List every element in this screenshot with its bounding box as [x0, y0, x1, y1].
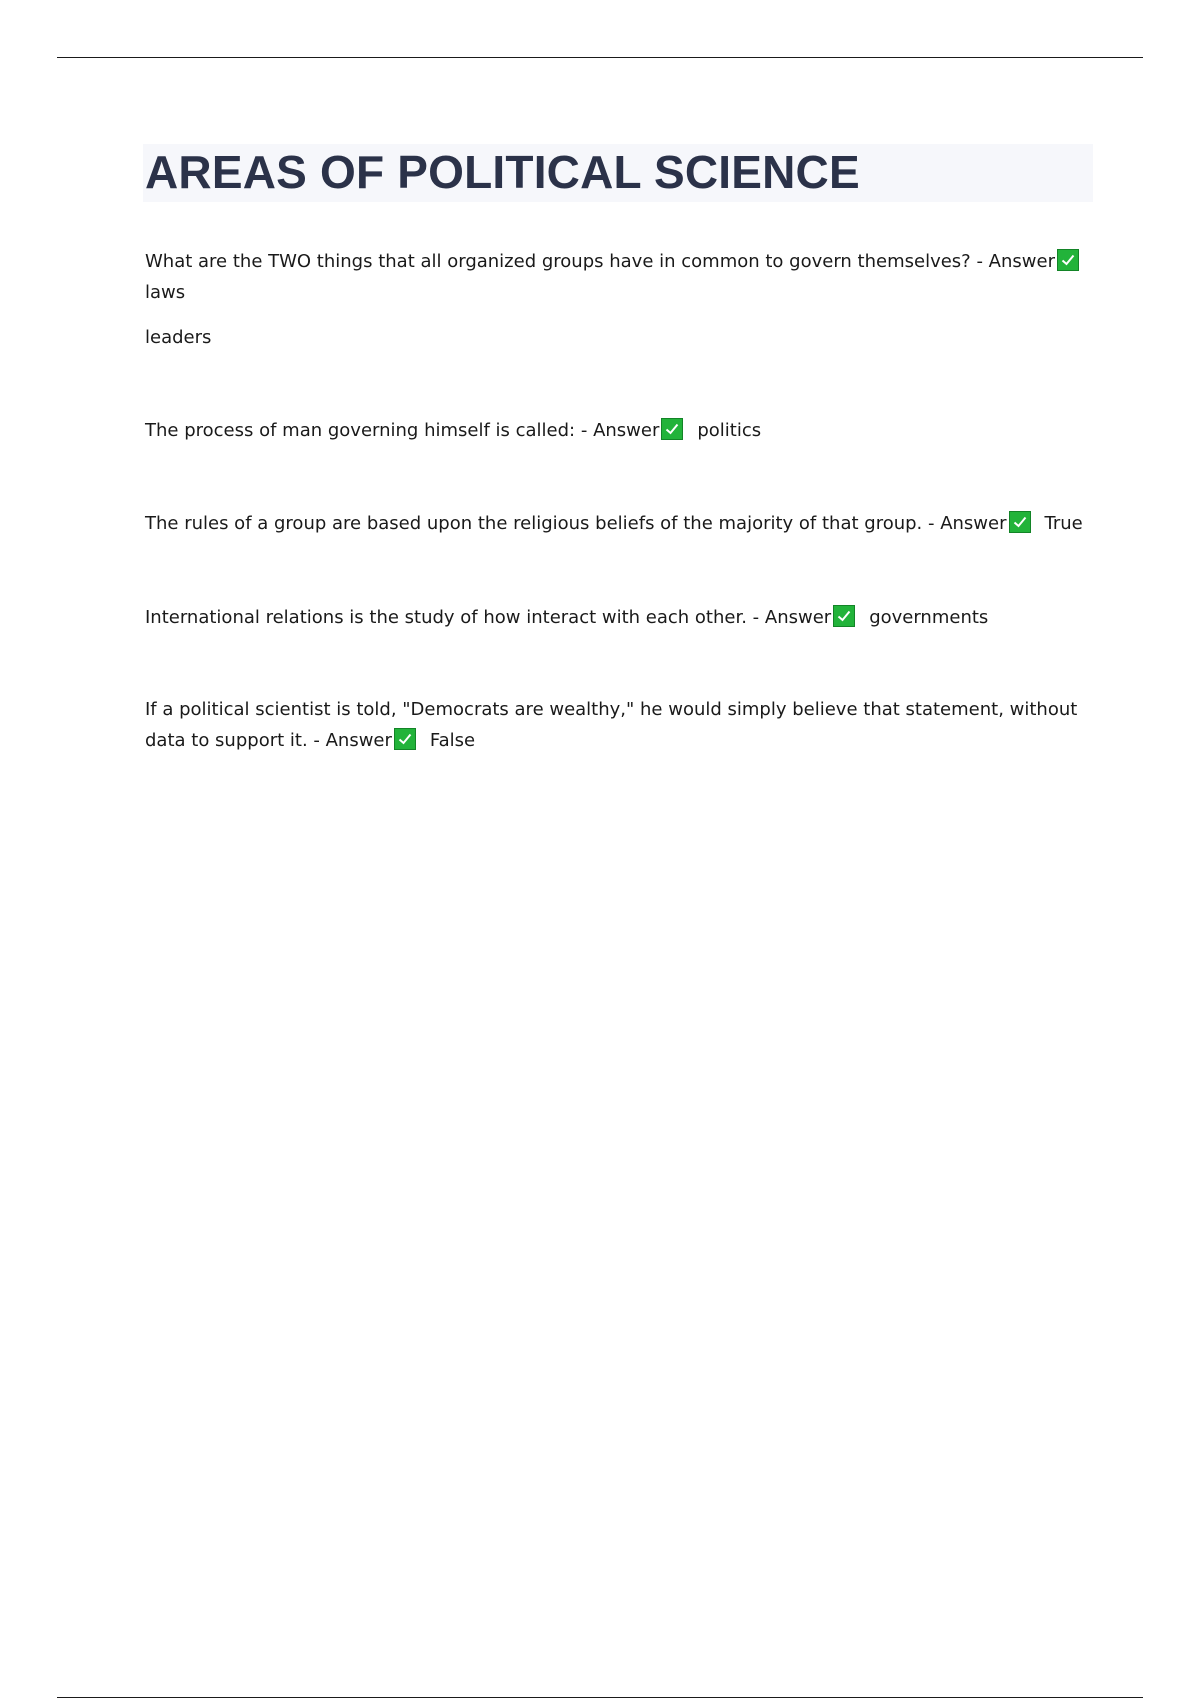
- answer-text: True: [1044, 513, 1083, 534]
- answer-text: leaders: [145, 327, 212, 348]
- answer-marker: - Answer: [307, 730, 392, 751]
- qa-item-2: [145, 415, 1095, 446]
- answer-marker: - Answer: [970, 251, 1055, 272]
- answer-text: laws: [145, 282, 186, 303]
- question-text: The rules of a group are based upon the religious beliefs of the majority of that group.: [145, 513, 923, 534]
- qa-item-1: [145, 246, 1095, 308]
- question-text: What are the TWO things that all organized groups have in common to govern themselves?: [145, 251, 971, 272]
- qa-item-5: [145, 694, 1095, 756]
- page-title: AREAS OF POLITICAL SCIENCE: [145, 146, 860, 198]
- answer-marker: - Answer: [575, 420, 660, 441]
- check-icon: [1009, 511, 1031, 533]
- check-icon: [1057, 249, 1079, 271]
- check-icon: [394, 728, 416, 750]
- answer-marker: - Answer: [746, 607, 832, 628]
- qa-item-1-answer-2: [145, 322, 1095, 353]
- check-icon: [661, 418, 683, 440]
- question-text-line-2: data to support it.: [145, 730, 308, 751]
- top-rule: [57, 57, 1143, 58]
- qa-item-3: [145, 508, 1095, 539]
- question-text: International relations is the study of how interact with each other.: [145, 607, 747, 628]
- bottom-rule: [57, 1697, 1143, 1698]
- answer-text: False: [429, 730, 476, 751]
- question-text: The process of man governing himself is called:: [145, 420, 576, 441]
- qa-item-4: [145, 602, 1095, 633]
- question-text-line-1: If a political scientist is told, "Democrats are wealthy," he would simply believe that statement, without: [145, 699, 1078, 720]
- answer-text: governments: [869, 607, 989, 628]
- check-icon: [833, 605, 855, 627]
- answer-text: politics: [697, 420, 762, 441]
- answer-marker: - Answer: [922, 513, 1007, 534]
